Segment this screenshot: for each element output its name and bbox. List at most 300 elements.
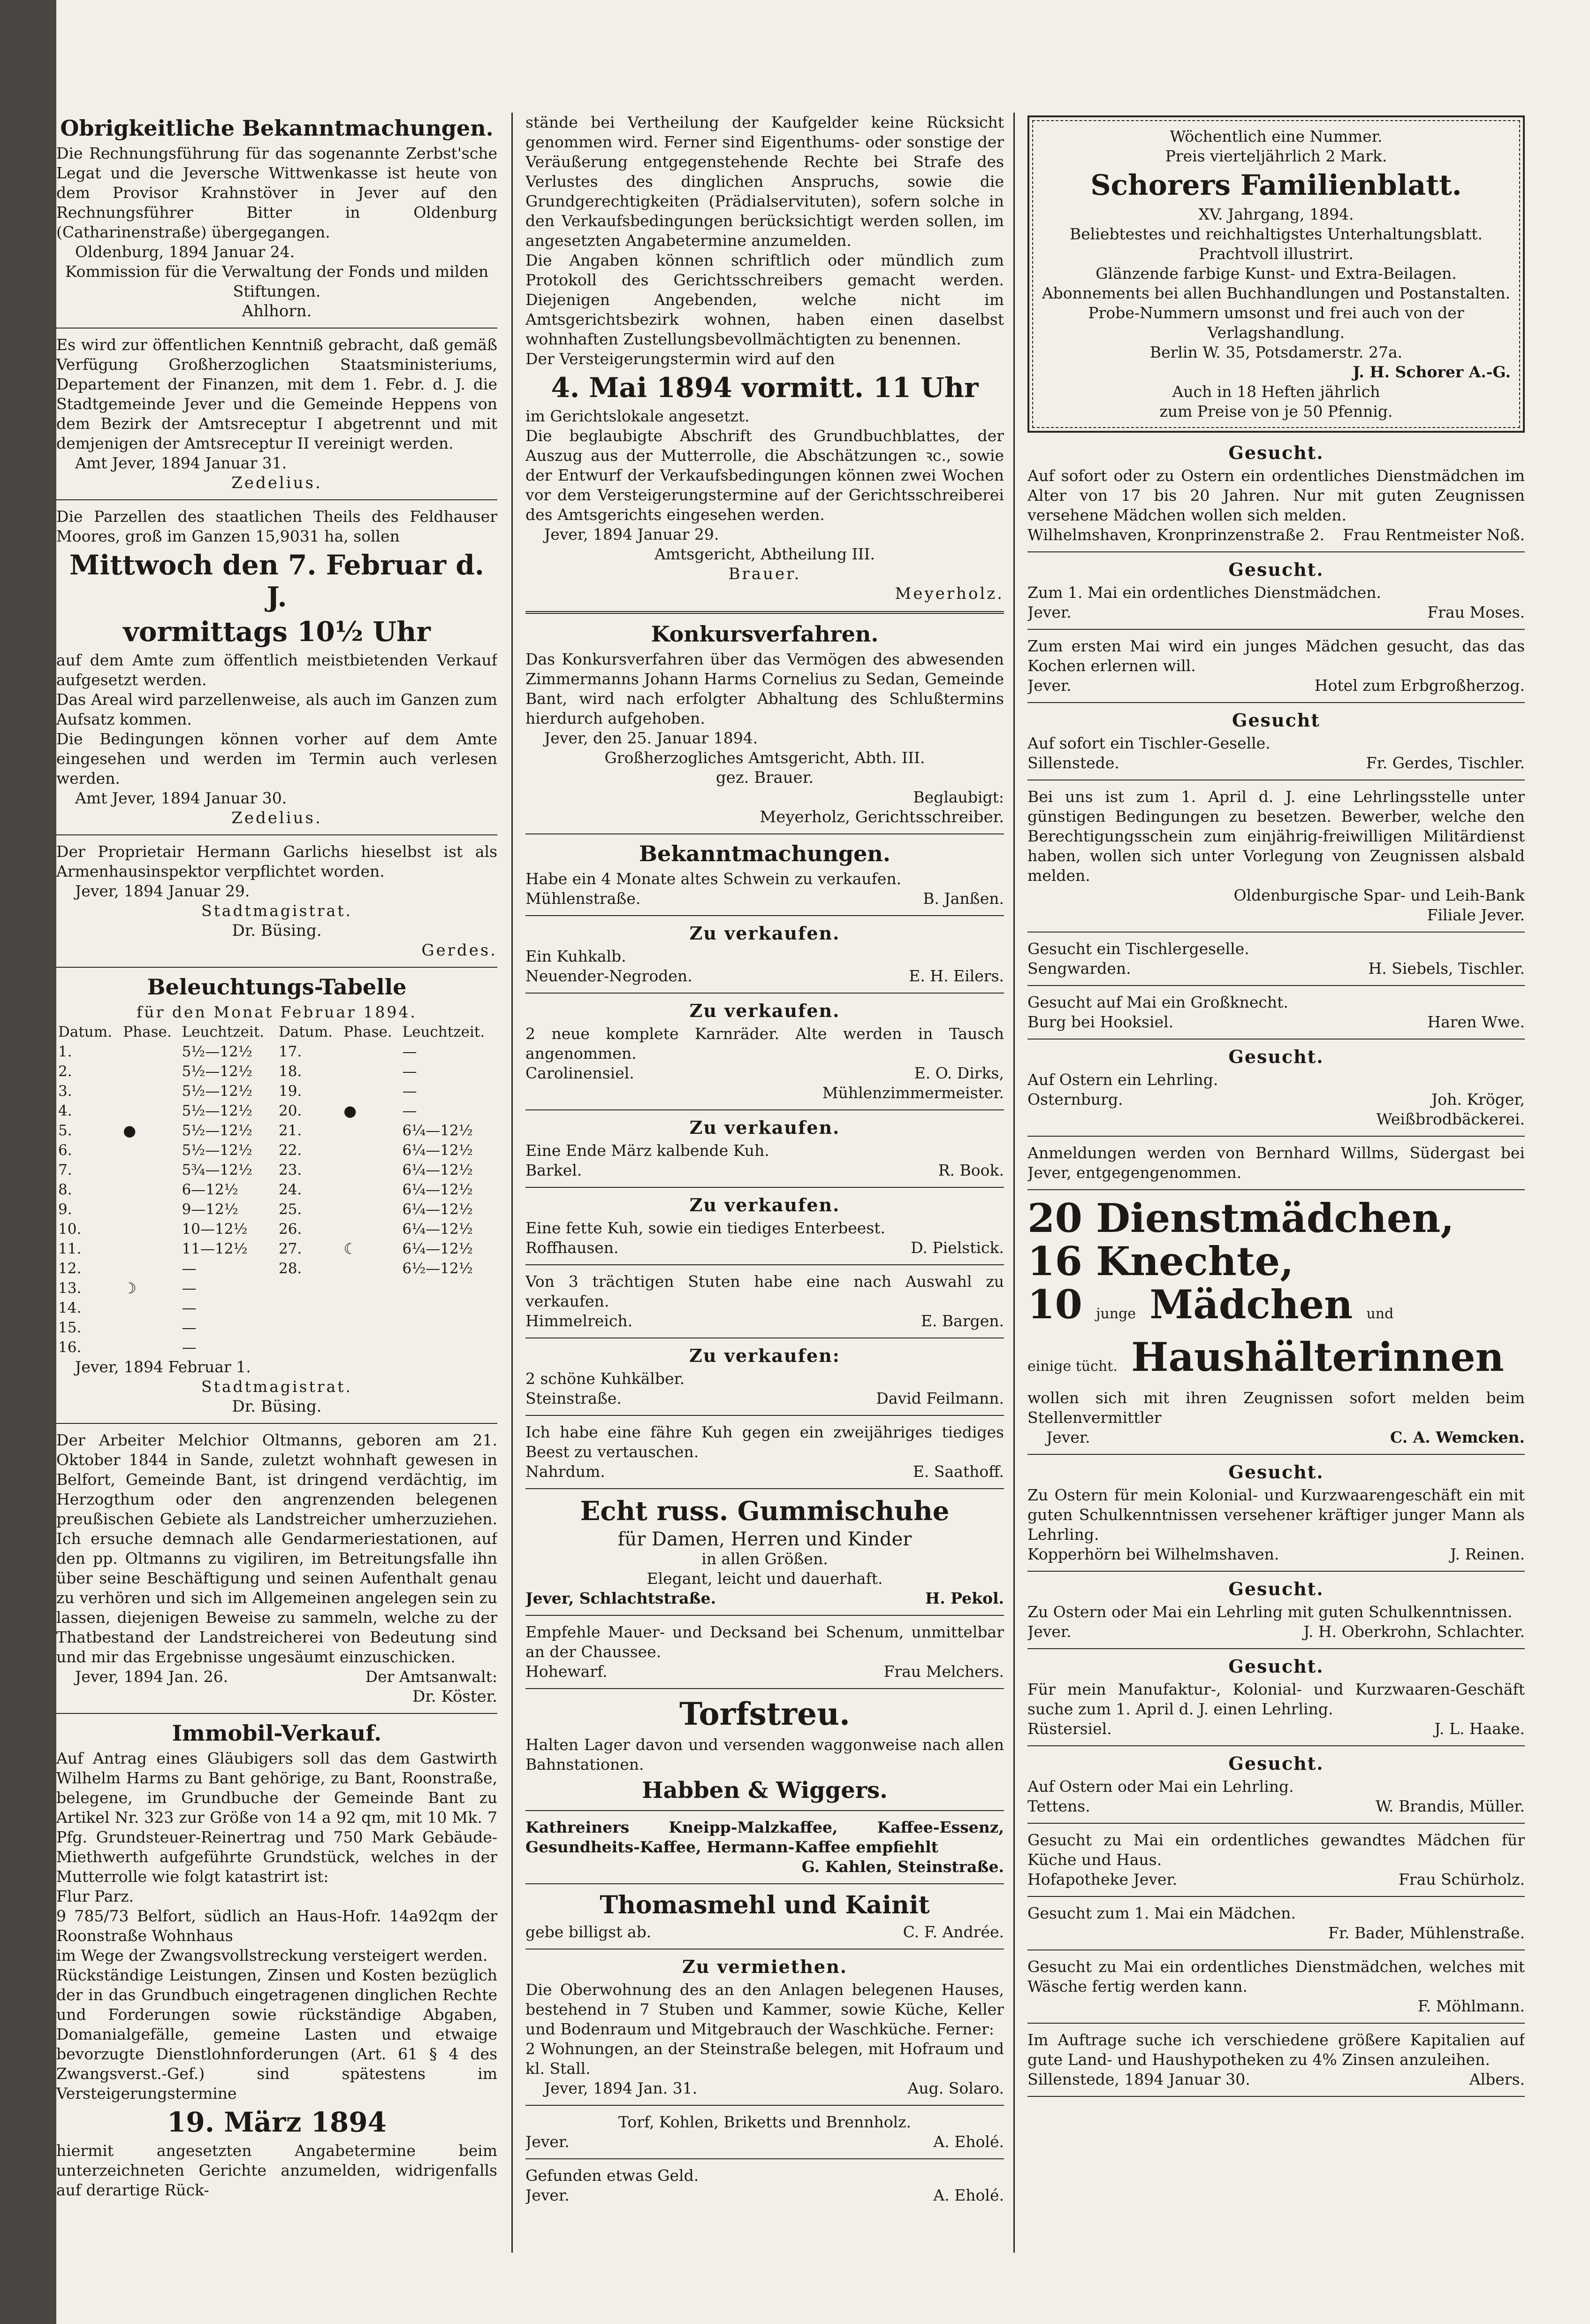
ad-text: Glänzende farbige Kunst- und Extra-Beilagen. [1096, 264, 1457, 283]
notice-text: hiermit angesetzten Angabetermine beim unterzeichneten Gerichte anzumelden, widrigenfalls auf derartige Rück- [56, 2141, 497, 2199]
table-cell: 12. [58, 1260, 82, 1277]
notice-signature: Gerdes. [421, 941, 497, 960]
ad-place: Steinstraße. [525, 1389, 622, 1407]
ad-text: 2 schöne Kuhkälber. [525, 1369, 685, 1388]
moon-phase-cell [121, 1042, 180, 1062]
table-row [56, 1062, 497, 1081]
ad-footer [525, 1389, 1004, 1408]
ad-signature: B. Janßen. [923, 889, 1004, 908]
moon-phase-cell [342, 1121, 400, 1140]
table-cell [401, 1298, 497, 1318]
table-row [56, 1239, 497, 1259]
ad-place: Jever, Schlachtstraße. [525, 1589, 716, 1607]
ad-place: Barkel. [525, 1161, 582, 1179]
ad-heading: Gesucht. [1228, 1656, 1324, 1677]
classified-ad [1027, 1957, 1525, 2024]
divider [1027, 2096, 1525, 2097]
table-cell: 7. [58, 1162, 72, 1178]
ad-list [1027, 1461, 1525, 2097]
notice-office: Kommission für die Verwaltung der Fonds und milden Stiftungen. [65, 262, 489, 300]
ad-footer [525, 1238, 1004, 1258]
notice-signature: Zedelius. [231, 474, 322, 492]
table-cell: 26. [278, 1221, 302, 1238]
ad-footer [525, 2186, 1004, 2205]
divider [525, 1415, 1004, 1416]
divider [1027, 932, 1525, 933]
notice-signature: Ahlhorn. [242, 302, 312, 321]
notice-date: Amt Jever, 1894 Januar 30. [75, 789, 287, 807]
table-cell: 17. [278, 1043, 302, 1060]
classified-ad [1027, 1753, 1525, 1824]
ad-headline: 20 Dienstmädchen, [1027, 1195, 1454, 1241]
ad-footer [1027, 1719, 1525, 1739]
table-row [56, 1338, 497, 1357]
lighting-table [56, 1022, 497, 1357]
table-row [56, 1121, 497, 1140]
ad-headline-part: Mädchen [1149, 1281, 1353, 1328]
table-cell [277, 1318, 342, 1338]
ad-footer [525, 1063, 1004, 1083]
ad-signature: G. Kahlen, Steinstraße. [801, 1858, 1004, 1876]
ad-heading: Gesucht. [1228, 1578, 1324, 1599]
ad-signature: F. Möhlmann. [1417, 1997, 1525, 2015]
divider [525, 993, 1004, 994]
divider [1027, 1571, 1525, 1572]
ad-text: Wöchentlich eine Nummer. [1170, 127, 1383, 145]
table-row [56, 1200, 497, 1219]
ad-place: Jever. [525, 2133, 570, 2151]
divider [1027, 702, 1525, 703]
divider [1027, 1949, 1525, 1950]
newspaper-page [56, 0, 1590, 2324]
ad-heading: Gesucht. [1228, 1461, 1324, 1483]
ad-footer [525, 1462, 1004, 1482]
ad-headline-part: junge [1096, 1306, 1136, 1322]
ad-footer [525, 1589, 1004, 1608]
table-cell: 5½—12½ [182, 1122, 252, 1139]
table-cell: 9—12½ [182, 1201, 238, 1218]
notice-date: Jever, 1894 Jan. 26. [75, 1667, 228, 1686]
column-header: Datum. [58, 1024, 113, 1040]
ad-footer [1027, 1797, 1525, 1816]
table-cell: 19. [278, 1083, 302, 1100]
ad-title: Torfstreu. [679, 1696, 851, 1732]
table-subtitle: für den Monat Februar 1894. [137, 1003, 417, 1021]
moon-phase-cell [121, 1160, 180, 1180]
classified-ad [1027, 993, 1525, 1040]
table-cell: 2. [58, 1063, 72, 1080]
divider [56, 499, 497, 500]
table-cell: 16. [58, 1339, 82, 1356]
ad-text: Gefunden etwas Geld. [525, 2166, 699, 2185]
table-cell: 22. [278, 1142, 302, 1159]
moon-phase-cell [342, 1062, 400, 1081]
table-row [56, 1219, 497, 1239]
ad-place: Hohewarf. [525, 1662, 608, 1681]
ad-headline [1027, 1283, 1525, 1336]
notice-text: Der Proprietair Hermann Garlichs hieselbst ist als Armenhausinspektor verpflichtet worden. [56, 842, 497, 880]
ad-signature: Frau Moses. [1427, 603, 1525, 621]
ad-headline-part: einige tücht. [1027, 1358, 1118, 1375]
ad-text: Eine Ende März kalbende Kuh. [525, 1141, 769, 1160]
divider [525, 611, 1004, 614]
ad-signature: H. Siebels, Tischler. [1368, 959, 1525, 978]
table-cell [401, 1318, 497, 1338]
divider [1027, 985, 1525, 986]
moon-phase-cell [342, 1042, 400, 1062]
ad-signature: Frau Rentmeister Noß. [1343, 526, 1525, 544]
ad-place: Neuender-Negroden. [525, 967, 692, 985]
ad-footer [1027, 1622, 1525, 1642]
table-cell: 4. [58, 1102, 72, 1119]
notice-footer [56, 1667, 497, 1687]
ad-text: in allen Größen. [701, 1550, 828, 1568]
notice-office: Stadtmagistrat. [201, 1377, 352, 1396]
table-cell [401, 1338, 497, 1357]
ad-signature: J. H. Schorer A.-G. [1353, 363, 1511, 381]
divider [1027, 1136, 1525, 1137]
divider [1027, 1039, 1525, 1040]
ad-signature: H. Pekol. [925, 1589, 1004, 1607]
column-header: Phase. [123, 1024, 172, 1040]
table-cell: — [182, 1339, 197, 1356]
divider [1027, 1454, 1525, 1455]
ad-place: Mühlenstraße. [525, 889, 641, 908]
table-cell: 6¼—12½ [402, 1162, 473, 1178]
ad-place: Roffhausen. [525, 1238, 619, 1257]
ad-text: Prachtvoll illustrirt. [1199, 245, 1354, 263]
table-row [56, 1298, 497, 1318]
notice-text: stände bei Vertheilung der Kaufgelder keine Rücksicht genommen wird. Ferner sind Eigenthums- oder sonstige der Veräußerung entgegenstehende Rechte bei Strafe des Verlustes des dinglichen Anspruchs, sowie die Grundgerechtigkeiten (Prädialservituten), sofern solche in den Verkaufsbedingungen berücksichtigt werden sollen, im angesetzten Angabetermine anzumelden. Die Angaben können schriftlich oder mündlich zum Protokoll des Gerichtsschreibers gemacht werden. Diejenigen Angebenden, welche nicht im Amtsgerichtsbezirk wohnen, haben einen daselbst wohnhaften Zustellungsbevollmächtigten zu benennen. Der Versteigerungstermin wird auf den [525, 113, 1004, 368]
notice-signature: Dr. Büsing. [232, 921, 322, 940]
table-cell: 10—12½ [182, 1221, 248, 1238]
divider [56, 328, 497, 329]
divider [525, 1883, 1004, 1884]
ad-list [525, 923, 1004, 1489]
ad-price: Preis vierteljährlich 2 Mark. [1165, 147, 1387, 165]
ad-heading: Gesucht. [1228, 442, 1324, 463]
table-row [56, 1318, 497, 1338]
classified-ad [525, 1194, 1004, 1265]
moon-phase-cell: ☾ [343, 1240, 357, 1258]
notice-signature: Brauer. [728, 565, 801, 583]
notice-text: auf dem Amte zum öffentlich meistbietenden Verkauf aufgesetzt werden. Das Areal wird parzellenweise, als auch im Ganzen zum Aufsatz kommen. Die Bedingungen können vorher auf dem Amte eingesehen und werden im Termin auch verlesen werden. [56, 651, 497, 787]
moon-phase-cell [121, 1062, 180, 1081]
ad-footer [1027, 1428, 1525, 1447]
table-row [56, 1259, 497, 1278]
ad-place: Carolinensiel. [525, 1064, 634, 1082]
ad-text: Empfehle Mauer- und Decksand bei Schenum, unmittelbar an der Chaussee. [525, 1623, 1004, 1661]
notice-date: Jever, 1894 Januar 29. [75, 882, 250, 900]
notice-date: Jever, den 25. Januar 1894. [544, 729, 758, 747]
notice-text: im Gerichtslokale angesetzt. Die beglaubigte Abschrift des Grundbuchblattes, der Auszug aus der Mutterrolle, die Abschätzungen ꝛc., sowie der Entwurf der Verkaufsbedingungen können zwei Wochen vor dem Versteigerungstermine auf der Gerichtsschreiberei des Amtsgerichts eingesehen werden. [525, 407, 1004, 524]
ad-text: Beliebtestes und reichhaltigstes Unterhaltungsblatt. [1069, 225, 1483, 243]
divider [56, 1713, 497, 1714]
classified-ad [525, 1000, 1004, 1110]
column-2 [525, 113, 1004, 2205]
ad-heading: Gesucht. [1228, 559, 1324, 580]
classified-ad [1027, 2030, 1525, 2097]
moon-phase-cell [342, 1298, 400, 1318]
ad-place: Sillenstede, 1894 Januar 30. [1027, 2070, 1250, 2088]
section-title: Konkursverfahren. [651, 621, 879, 647]
classified-ad [1027, 1046, 1525, 1137]
table-row [56, 1278, 497, 1298]
ad-text: Auf Ostern oder Mai ein Lehrling. [1027, 1777, 1294, 1796]
moon-phase-cell [121, 1219, 180, 1239]
ad-signature: C. F. Andrée. [903, 1923, 1004, 1941]
divider [1027, 551, 1525, 552]
divider [525, 1688, 1004, 1689]
divider [525, 1264, 1004, 1265]
table-cell: 6¼—12½ [402, 1201, 473, 1218]
divider [525, 915, 1004, 916]
table-cell: — [182, 1300, 197, 1316]
divider [525, 2105, 1004, 2106]
table-cell: — [402, 1043, 417, 1060]
ad-signature: Weißbrodbäckerei. [1376, 1110, 1525, 1128]
ad-place: Sengwarden. [1027, 959, 1131, 978]
divider [56, 1423, 497, 1424]
table-cell: 25. [278, 1201, 302, 1218]
ad-footer [1027, 1544, 1525, 1564]
table-cell: 5¾—12½ [182, 1162, 252, 1178]
ad-place: Himmelreich. [525, 1312, 633, 1330]
table-row [56, 1160, 497, 1180]
table-cell: 18. [278, 1063, 302, 1080]
table-cell: 6¼—12½ [402, 1181, 473, 1198]
ad-footer [525, 889, 1004, 909]
classified-ad [1027, 1904, 1525, 1950]
ad-place: Jever. [1027, 676, 1072, 695]
table-cell: 23. [278, 1162, 302, 1178]
ad-text: Abonnements bei allen Buchhandlungen und Postanstalten. [1042, 284, 1511, 302]
ad-footer [1027, 676, 1525, 696]
divider [525, 1488, 1004, 1489]
notice-text: Der Arbeiter Melchior Oltmanns, geboren am 21. Oktober 1844 in Sande, zuletzt wohnhaft gewesen in Belfort, Gemeinde Bant, ist dringend verdächtig, im Herzogthum oder den angrenzenden belegenen preußischen Gebiete als Landstreicher umherzuziehen. Ich ersuche demnach alle Gendarmeriestationen, auf den pp. Oltmanns zu vigiliren, im Betreitungsfalle ihn über seine Beschäftigung und seinen Aufenthalt genau zu verhören und sich im Allgemeinen angelegen sein zu lassen, diejenigen Beweise zu sammeln, welche zu der Thatbestand der Landstreicherei von Bedeutung sind und mir das Ergebnisse ungesäumt einzuschicken. [56, 1431, 497, 1666]
section-title: Bekanntmachungen. [639, 841, 890, 866]
notice-headline: Mittwoch den 7. Februar d. J. [69, 549, 484, 613]
ad-text: Gesucht zum 1. Mai ein Mädchen. [1027, 1904, 1296, 1922]
moon-phase-cell [342, 1338, 400, 1357]
table-cell: 6¼—12½ [402, 1240, 473, 1257]
notice-text: Die Rechnungsführung für das sogenannte Zerbst'sche Legat und die Jeversche Wittwenkasse ist heute von dem Provisor Krahnstöver in Jever auf den Rechnungsführer Bitter in Oldenburg (Catharinenstraße) übergegangen. [56, 144, 497, 241]
table-cell: 6—12½ [182, 1181, 238, 1198]
table-cell: 6¼—12½ [402, 1122, 473, 1139]
ad-text: Zu Ostern oder Mai ein Lehrling mit guten Schulkenntnissen. [1027, 1603, 1513, 1621]
table-row [56, 1180, 497, 1200]
ad-footer [525, 966, 1004, 986]
moon-phase-cell [121, 1239, 180, 1259]
ad-signature: E. Saathoff. [913, 1462, 1004, 1481]
ad-signature: Habben & Wiggers. [642, 1777, 888, 1804]
notice-signature: Meyerholz. [895, 584, 1004, 603]
section-title: Immobil-Verkauf. [172, 1720, 382, 1746]
divider [1027, 1896, 1525, 1897]
ad-text: 2 neue komplete Karnräder. Alte werden in Tausch angenommen. [525, 1024, 1004, 1063]
table-cell: 24. [278, 1181, 302, 1198]
moon-phase-cell [342, 1160, 400, 1180]
ad-signature: A. Eholé. [933, 2186, 1004, 2204]
notice-text: Es wird zur öffentlichen Kenntniß gebracht, daß gemäß Verfügung Großherzoglichen Staatsministeriums, Departement der Finanzen, mit dem 1. Febr. d. J. die Stadtgemeinde Jever und die Gemeinde Heppens von dem Bezirk der Amtsreceptur I abgetrennt und mit demjenigen der Amtsreceptur II vereinigt werden. [56, 336, 497, 452]
table-cell: 5½—12½ [182, 1083, 252, 1100]
classified-ad [1027, 787, 1525, 933]
classified-ad [1027, 710, 1525, 780]
ad-signature: J. L. Haake. [1434, 1720, 1525, 1738]
ad-text: wollen sich mit ihren Zeugnissen sofort melden beim Stellenvermittler [1027, 1389, 1525, 1427]
ad-text: zum Preise von je 50 Pfennig. [1159, 402, 1393, 420]
classified-ad [525, 923, 1004, 994]
ad-text: Halten Lager davon und versenden waggonweise nach allen Bahnstationen. [525, 1735, 1004, 1774]
ad-text: Ein Kuhkalb. [525, 947, 626, 965]
ad-place: Osternburg. [1027, 1090, 1123, 1108]
table-cell: 8. [58, 1181, 72, 1198]
notice-text: Das Konkursverfahren über das Vermögen des abwesenden Zimmermanns Johann Harms Cornelius zu Sedan, Gemeinde Bant, wird nach erfolgter Abhaltung des Schlußtermins hierdurch aufgehoben. [525, 650, 1004, 727]
ad-text: Auf Ostern ein Lehrling. [1027, 1070, 1218, 1089]
ad-footer [1027, 1923, 1525, 1943]
column-rule [1013, 113, 1015, 2253]
ad-signature: W. Brandis, Müller. [1376, 1797, 1525, 1815]
notice-text: im Wege der Zwangsvollstreckung versteigert werden. Rückständige Leistungen, Zinsen und Kosten bezüglich der in das Grundbuch eingetragenen dinglichen Rechte und Forderungen sowie rückständige Abgaben, Domanialgefälle, gemeine Lasten und etwaige bevorzugte Dienstlohnforderungen (Art. 61 § 4 des Zwangsverst.-Gef.) sind spätestens im Versteigerungstermine [56, 1946, 497, 2102]
ad-heading: Zu verkaufen. [689, 1117, 840, 1138]
ad-title: Schorers Familienblatt. [1090, 169, 1462, 202]
ad-place: Jever. [525, 2186, 570, 2204]
divider [1027, 1823, 1525, 1824]
ad-signature: J. H. Oberkrohn, Schlachter. [1303, 1622, 1525, 1641]
moon-phase-cell [121, 1318, 180, 1338]
divider [1027, 1745, 1525, 1746]
table-header-row [56, 1022, 497, 1042]
table-body [56, 1042, 497, 1357]
classified-ad [1027, 939, 1525, 986]
column-header: Leuchtzeit. [182, 1024, 265, 1040]
moon-phase-cell [342, 1219, 400, 1239]
ad-signature: Oldenburgische Spar- und Leih-Bank [1233, 886, 1525, 904]
divider [525, 1810, 1004, 1811]
table-cell: 11—12½ [182, 1240, 248, 1257]
ad-signature: E. Bargen. [921, 1312, 1004, 1330]
divider [525, 1187, 1004, 1188]
ad-footer [1027, 959, 1525, 979]
ad-place: Rüstersiel. [1027, 1720, 1112, 1738]
ad-signature: R. Book. [938, 1161, 1004, 1179]
ad-signature: Mühlenzimmermeister. [822, 1084, 1004, 1102]
table-cell: 5½—12½ [182, 1063, 252, 1080]
notice-office: Stadtmagistrat. [201, 902, 352, 920]
classified-ad [525, 1272, 1004, 1338]
ad-headline [1027, 1336, 1525, 1388]
ad-footer [1027, 753, 1525, 773]
moon-phase-cell [342, 1180, 400, 1200]
ad-place: Burg bei Hooksiel. [1027, 1013, 1174, 1031]
ad-signature: Fr. Bader, Mühlenstraße. [1328, 1924, 1525, 1942]
parcel-header: Flur Parz. [56, 1887, 134, 1905]
table-cell: 15. [58, 1319, 82, 1336]
table-title: Beleuchtungs-Tabelle [147, 974, 407, 1000]
ad-place: Tettens. [1027, 1797, 1090, 1815]
ad-text: Bei uns ist zum 1. April d. J. eine Lehrlingsstelle unter günstigen Bedingungen zu besetzen. Bewerber, welche den Berechtigungsschein zum einjährig-freiwilligen Militärdienst haben, wollen sich unter Vorlegung von Zeugnissen alsbald melden. [1027, 787, 1525, 885]
notice-date: Amt Jever, 1894 Januar 31. [75, 454, 287, 472]
parcel-entry: 9 785/73 Belfort, südlich an Haus-Hofr. 14a92qm der Roonstraße Wohnhaus [56, 1907, 497, 1945]
ad-heading: Gesucht. [1228, 1046, 1324, 1067]
column-header: Leuchtzeit. [402, 1024, 485, 1040]
ad-footer [525, 2079, 1004, 2098]
ad-heading: Zu verkaufen. [689, 1194, 840, 1216]
ad-heading: Zu verkaufen: [689, 1345, 840, 1366]
table-cell: — [402, 1063, 417, 1080]
table-cell: 11. [58, 1240, 82, 1257]
table-cell: — [182, 1319, 197, 1336]
moon-phase-cell: ● [343, 1102, 357, 1120]
ad-signature: A. Eholé. [933, 2133, 1004, 2151]
moon-phase-cell: ● [123, 1122, 137, 1139]
staff-advertisement [1027, 1197, 1525, 1455]
column-3 [1027, 113, 1525, 2103]
ad-signature: C. A. Wemcken. [1390, 1428, 1525, 1446]
table-cell: 28. [278, 1260, 302, 1277]
classified-ad [1027, 1656, 1525, 1746]
classified-ad [1027, 559, 1525, 630]
moon-phase-cell [121, 1259, 180, 1278]
ad-footer [1027, 2070, 1525, 2089]
moon-phase-cell [121, 1101, 180, 1121]
column-1 [56, 113, 497, 2200]
notice-signature: Dr. Köster. [412, 1687, 497, 1706]
divider [525, 2158, 1004, 2159]
divider [1027, 2023, 1525, 2024]
table-cell: 5½—12½ [182, 1043, 252, 1060]
classified-ad [1027, 636, 1525, 703]
moon-phase-cell [121, 1081, 180, 1101]
table-cell: 27. [278, 1240, 302, 1257]
divider [525, 1615, 1004, 1616]
moon-phase-cell [342, 1318, 400, 1338]
table-cell [401, 1278, 497, 1298]
ad-footer [1027, 1090, 1525, 1109]
ad-text: Kathreiners Kneipp-Malzkaffee, Kaffee-Essenz, Gesundheits-Kaffee, Hermann-Kaffee empfiehlt [525, 1818, 1004, 1856]
moon-phase-cell [342, 1200, 400, 1219]
ad-footer [525, 1662, 1004, 1682]
notice-signature: Zedelius. [231, 809, 322, 827]
ad-signature: J. Reinen. [1450, 1545, 1525, 1563]
ad-place: Hofapotheke Jever. [1027, 1870, 1178, 1888]
ad-text: Zum 1. Mai ein ordentliches Dienstmädchen. [1027, 583, 1381, 602]
ad-text: Probe-Nummern umsonst und frei auch von der Verlagshandlung. [1088, 304, 1464, 342]
ad-signature: David Feilmann. [876, 1389, 1004, 1407]
ad-signature: D. Pielstick. [911, 1238, 1004, 1257]
divider [56, 834, 497, 835]
ad-footer [1027, 1870, 1525, 1889]
ad-text: Anmeldungen werden von Bernhard Willms, Südergast bei Jever, entgegengenommen. [1027, 1144, 1525, 1182]
ad-text: Habe ein 4 Monate altes Schwein zu verkaufen. [525, 870, 902, 888]
ad-footer [1027, 603, 1525, 622]
ad-text: Gesucht ein Tischlergeselle. [1027, 940, 1249, 958]
table-cell: — [182, 1260, 197, 1277]
ad-headline-part: und [1366, 1306, 1394, 1322]
ad-headline-part: 10 [1027, 1281, 1082, 1328]
table-cell: — [402, 1102, 417, 1119]
classified-ad [1027, 1461, 1525, 1572]
ad-headline-part: Haushälterinnen [1131, 1334, 1504, 1380]
table-cell: 10. [58, 1221, 82, 1238]
table-row [56, 1042, 497, 1062]
notice-certification: Beglaubigt: [913, 788, 1004, 806]
ad-signature: E. O. Dirks, [914, 1064, 1004, 1082]
ad-date: Jever, 1894 Jan. 31. [544, 2079, 698, 2097]
ad-text: gebe billigst ab. [525, 1923, 652, 1941]
moon-phase-cell [121, 1140, 180, 1160]
ad-footer [1027, 525, 1525, 545]
